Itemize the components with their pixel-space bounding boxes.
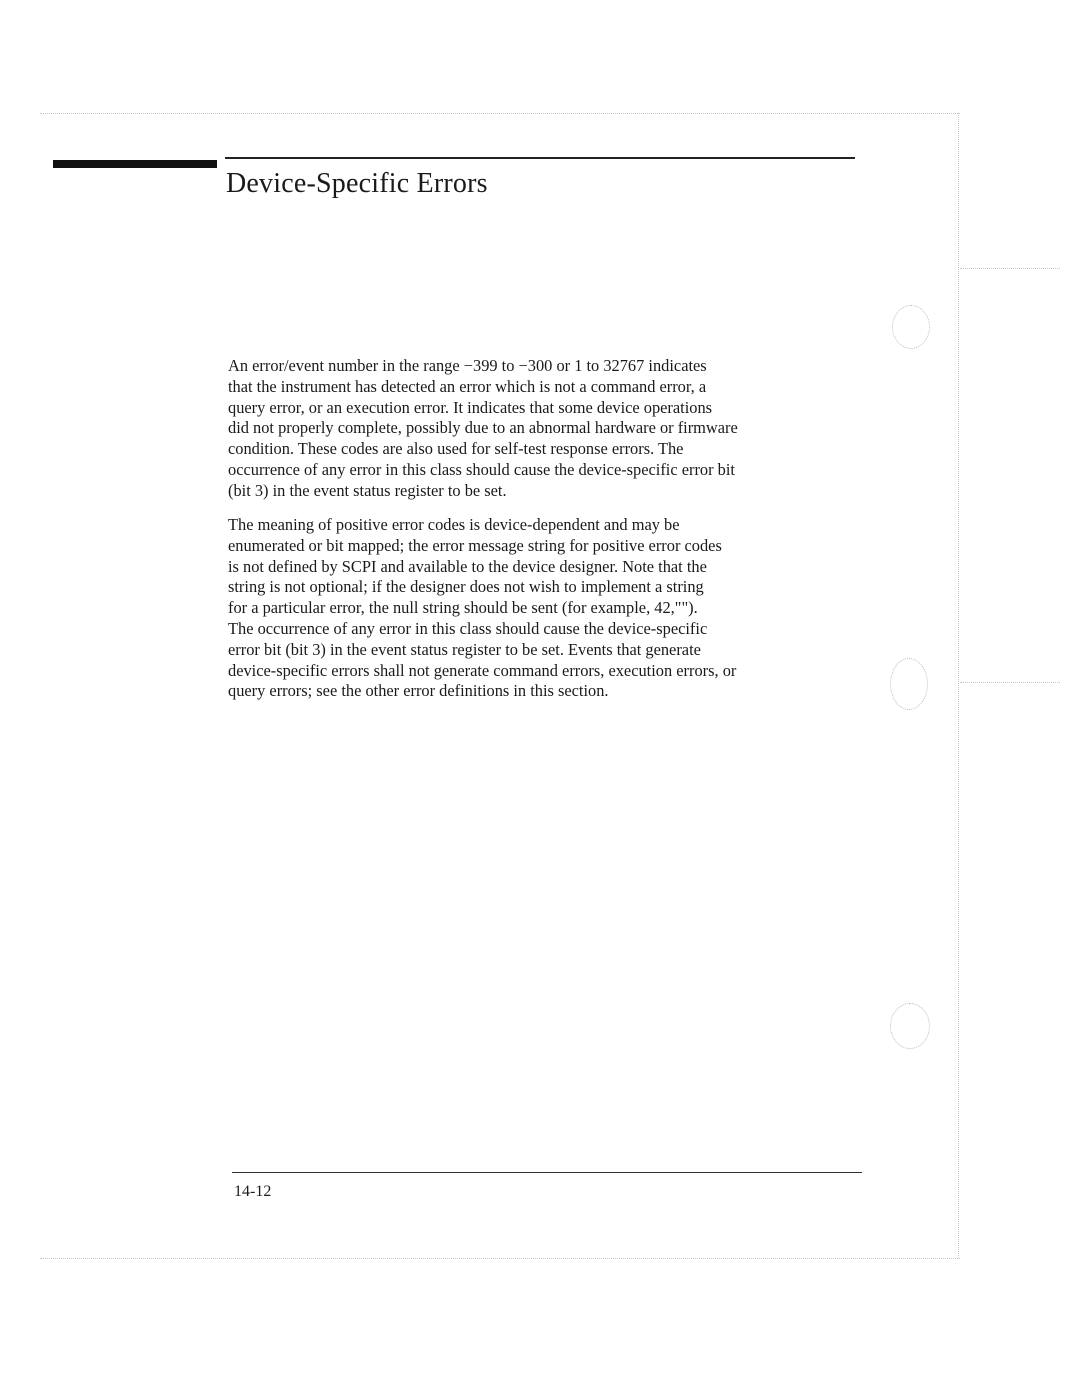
scan-border-right xyxy=(958,113,959,1258)
paragraph-2-line: query errors; see the other error definitions in this section. xyxy=(228,681,609,701)
paragraph-2-line: is not defined by SCPI and available to the device designer. Note that the xyxy=(228,556,707,576)
paragraph-2-line: The meaning of positive error codes is device-dependent and may be xyxy=(228,515,680,534)
paragraph-1-line: did not properly complete, possibly due to an abnormal hardware or firmware xyxy=(228,418,738,438)
paragraph-1-line: occurrence of any error in this class should cause the device-specific error bit xyxy=(228,459,735,479)
punch-hole-bottom xyxy=(890,1003,930,1049)
paragraph-1-line: query error, or an execution error. It indicates that some device operations xyxy=(228,397,713,417)
scan-tab-line-middle xyxy=(960,682,1060,683)
paragraph-2-line: enumerated or bit mapped; the error message string for positive error codes xyxy=(228,535,722,555)
paragraph-2-line: The occurrence of any error in this class should cause the device-specific xyxy=(228,618,708,638)
scan-tab-line-upper xyxy=(960,268,1060,269)
paragraph-1-line: that the instrument has detected an error which is not a command error, a xyxy=(228,376,707,396)
paragraph-1 xyxy=(228,356,868,502)
scan-border-bottom xyxy=(40,1258,960,1259)
paragraph-2-line: for a particular error, the null string should be sent (for example, 42,""). xyxy=(228,598,698,618)
paragraph-2 xyxy=(228,515,868,702)
punch-hole-top xyxy=(892,305,930,349)
section-title: Device-Specific Errors xyxy=(226,168,488,199)
scan-border-top xyxy=(40,113,960,114)
paragraph-2-line: error bit (bit 3) in the event status register to be set. Events that generate xyxy=(228,639,701,659)
section-header-bar xyxy=(53,160,217,168)
paragraph-1-line: An error/event number in the range −399 to −300 or 1 to 32767 indicates xyxy=(228,356,707,375)
paragraph-1-line: condition. These codes are also used for self-test response errors. The xyxy=(228,439,684,459)
footer-rule xyxy=(232,1172,862,1173)
page-number: 14-12 xyxy=(234,1183,272,1200)
paragraph-2-line: device-specific errors shall not generate command errors, execution errors, or xyxy=(228,660,737,680)
section-header-rule xyxy=(225,157,855,159)
paragraph-2-line: string is not optional; if the designer does not wish to implement a string xyxy=(228,577,704,597)
paragraph-1-line: (bit 3) in the event status register to be set. xyxy=(228,480,507,500)
punch-hole-middle xyxy=(890,658,928,710)
